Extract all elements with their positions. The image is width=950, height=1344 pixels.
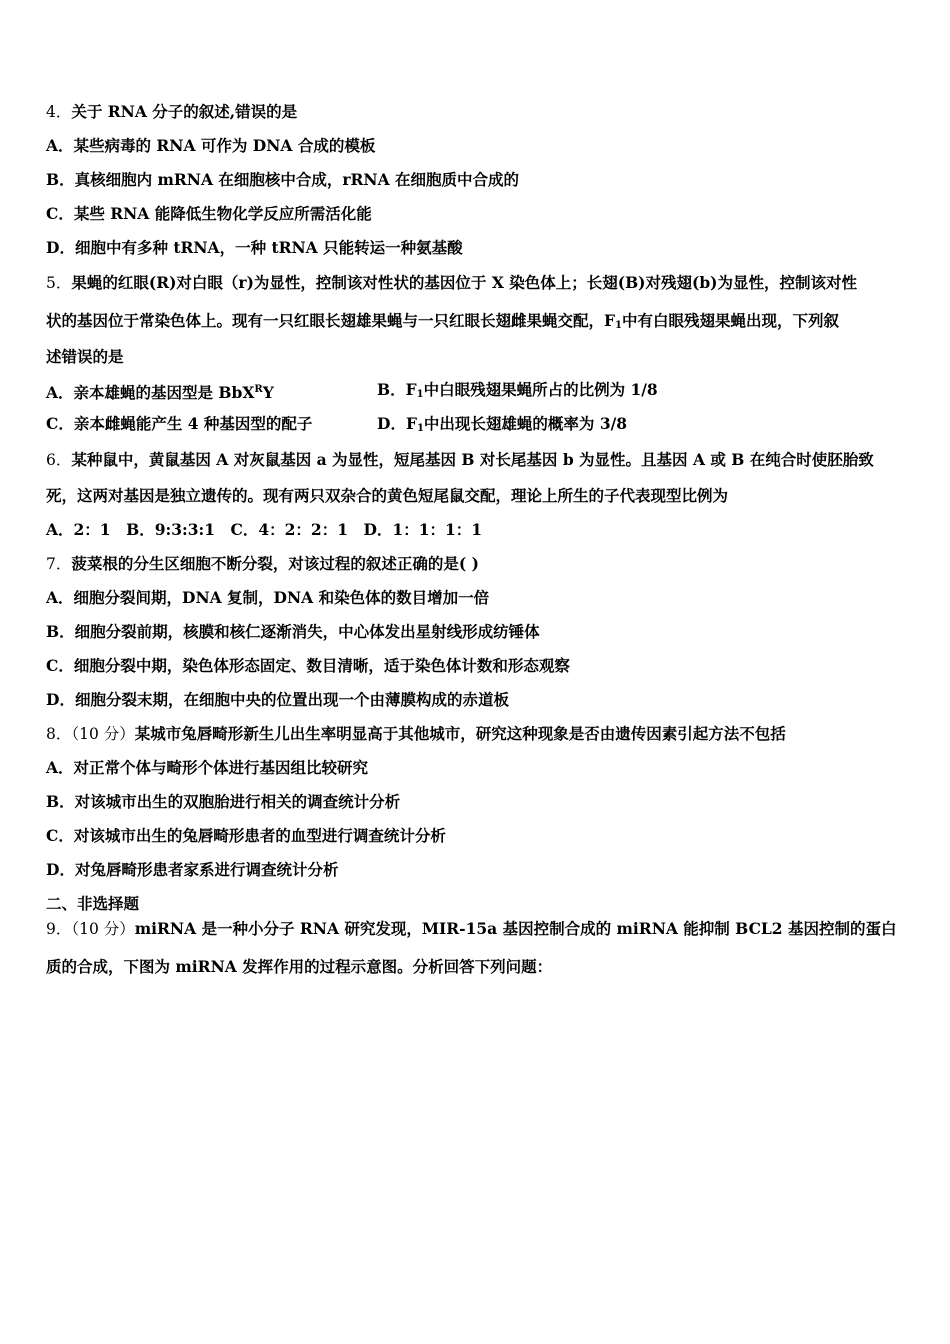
question-number: 9．（10 分）: [46, 920, 135, 938]
question-8-option-d: D．对兔唇畸形患者家系进行调查统计分析: [46, 860, 339, 879]
option-text: A．亲本雄蝇的基因型是 BbX: [46, 383, 255, 402]
question-5-options-row1: [46, 380, 910, 403]
question-number: 8．（10 分）: [46, 725, 135, 743]
question-text: 关于 RNA 分子的叙述,错误的是: [71, 102, 298, 121]
superscript: R: [254, 384, 263, 395]
question-5-stem-line2: [46, 311, 910, 336]
question-text: 菠菜根的分生区细胞不断分裂，对该过程的叙述正确的是( ): [71, 554, 479, 573]
section-heading: 二、非选择题: [46, 894, 140, 913]
question-text: 中有白眼残翅果蝇出现，下列叙: [621, 311, 839, 330]
question-8-stem: [46, 724, 910, 744]
option-text: 中出现长翅雄蝇的概率为 3/8: [423, 414, 628, 433]
question-text: miRNA 是一种小分子 RNA 研究发现，MIR-15a 基因控制合成的 miRNA 能抑制 BCL2 基因控制的蛋白: [134, 919, 897, 938]
question-number: 5．: [46, 274, 72, 292]
question-text: 某城市兔唇畸形新生儿出生率明显高于其他城市，研究这种现象是否由遗传因素引起方法不包括: [134, 724, 786, 743]
question-7-option-c: C．细胞分裂中期，染色体形态固定、数目清晰，适于染色体计数和形态观察: [46, 656, 570, 675]
question-6-stem-line1: [46, 450, 910, 470]
question-6-stem-line2: 死，这两对基因是独立遗传的。现有两只双杂合的黄色短尾鼠交配，理论上所生的子代表现型比例为: [46, 486, 729, 505]
question-7-stem: [46, 554, 910, 574]
question-9-stem-line2: 质的合成，下图为 miRNA 发挥作用的过程示意图。分析回答下列问题：: [46, 957, 553, 976]
question-7-option-a: A．细胞分裂间期，DNA 复制，DNA 和染色体的数目增加一倍: [46, 588, 490, 607]
question-5-stem-line3: 述错误的是: [46, 347, 124, 366]
question-text: 状的基因位于常染色体上。现有一只红眼长翅雄果蝇与一只红眼长翅雌果蝇交配，F: [46, 311, 616, 330]
subscript: 1: [416, 423, 424, 434]
question-number: 6．: [46, 451, 72, 469]
question-8-option-c: C．对该城市出生的兔唇畸形患者的血型进行调查统计分析: [46, 826, 446, 845]
subscript: 1: [615, 320, 622, 331]
question-7-option-d: D．细胞分裂末期，在细胞中央的位置出现一个由薄膜构成的赤道板: [46, 690, 509, 709]
question-4-option-c: C．某些 RNA 能降低生物化学反应所需活化能: [46, 204, 372, 223]
question-5-option-d: [377, 414, 627, 439]
option-text: B．F: [377, 380, 417, 399]
question-4-option-b: B．真核细胞内 mRNA 在细胞核中合成，rRNA 在细胞质中合成的: [46, 170, 520, 189]
question-text: 果蝇的红眼(R)对白眼（r)为显性，控制该对性状的基因位于 X 染色体上；长翅(B)对残翅(b)为显性，控制该对性: [71, 273, 858, 292]
option-text: Y: [262, 383, 274, 402]
question-5-option-c: C．亲本雌蝇能产生 4 种基因型的配子: [46, 414, 313, 433]
question-number: 7．: [46, 555, 72, 573]
question-5-option-b: [377, 380, 658, 405]
option-text: 中白眼残翅果蝇所占的比例为 1/8: [423, 380, 658, 399]
question-text: 某种鼠中，黄鼠基因 A 对灰鼠基因 a 为显性，短尾基因 B 对长尾基因 b 为显性。且基因 A 或 B 在纯合时使胚胎致: [71, 450, 874, 469]
question-5-options-row2: [46, 414, 910, 434]
subscript: 1: [416, 389, 424, 400]
option-text: D．F: [377, 414, 417, 433]
question-number: 4．: [46, 103, 72, 121]
question-8-option-b: B．对该城市出生的双胞胎进行相关的调查统计分析: [46, 792, 401, 811]
question-6-options: A．2：1 B．9:3:3:1 C．4：2：2：1 D．1：1：1：1: [46, 520, 483, 539]
question-5-stem-line1: [46, 273, 910, 293]
question-4-option-a: A．某些病毒的 RNA 可作为 DNA 合成的模板: [46, 136, 376, 155]
question-4-option-d: D．细胞中有多种 tRNA，一种 tRNA 只能转运一种氨基酸: [46, 238, 463, 257]
question-9-stem-line1: [46, 919, 910, 939]
question-4-stem: [46, 102, 910, 122]
question-8-option-a: A．对正常个体与畸形个体进行基因组比较研究: [46, 758, 369, 777]
question-7-option-b: B．细胞分裂前期，核膜和核仁逐渐消失，中心体发出星射线形成纺锤体: [46, 622, 540, 641]
question-5-option-a: [46, 383, 274, 402]
